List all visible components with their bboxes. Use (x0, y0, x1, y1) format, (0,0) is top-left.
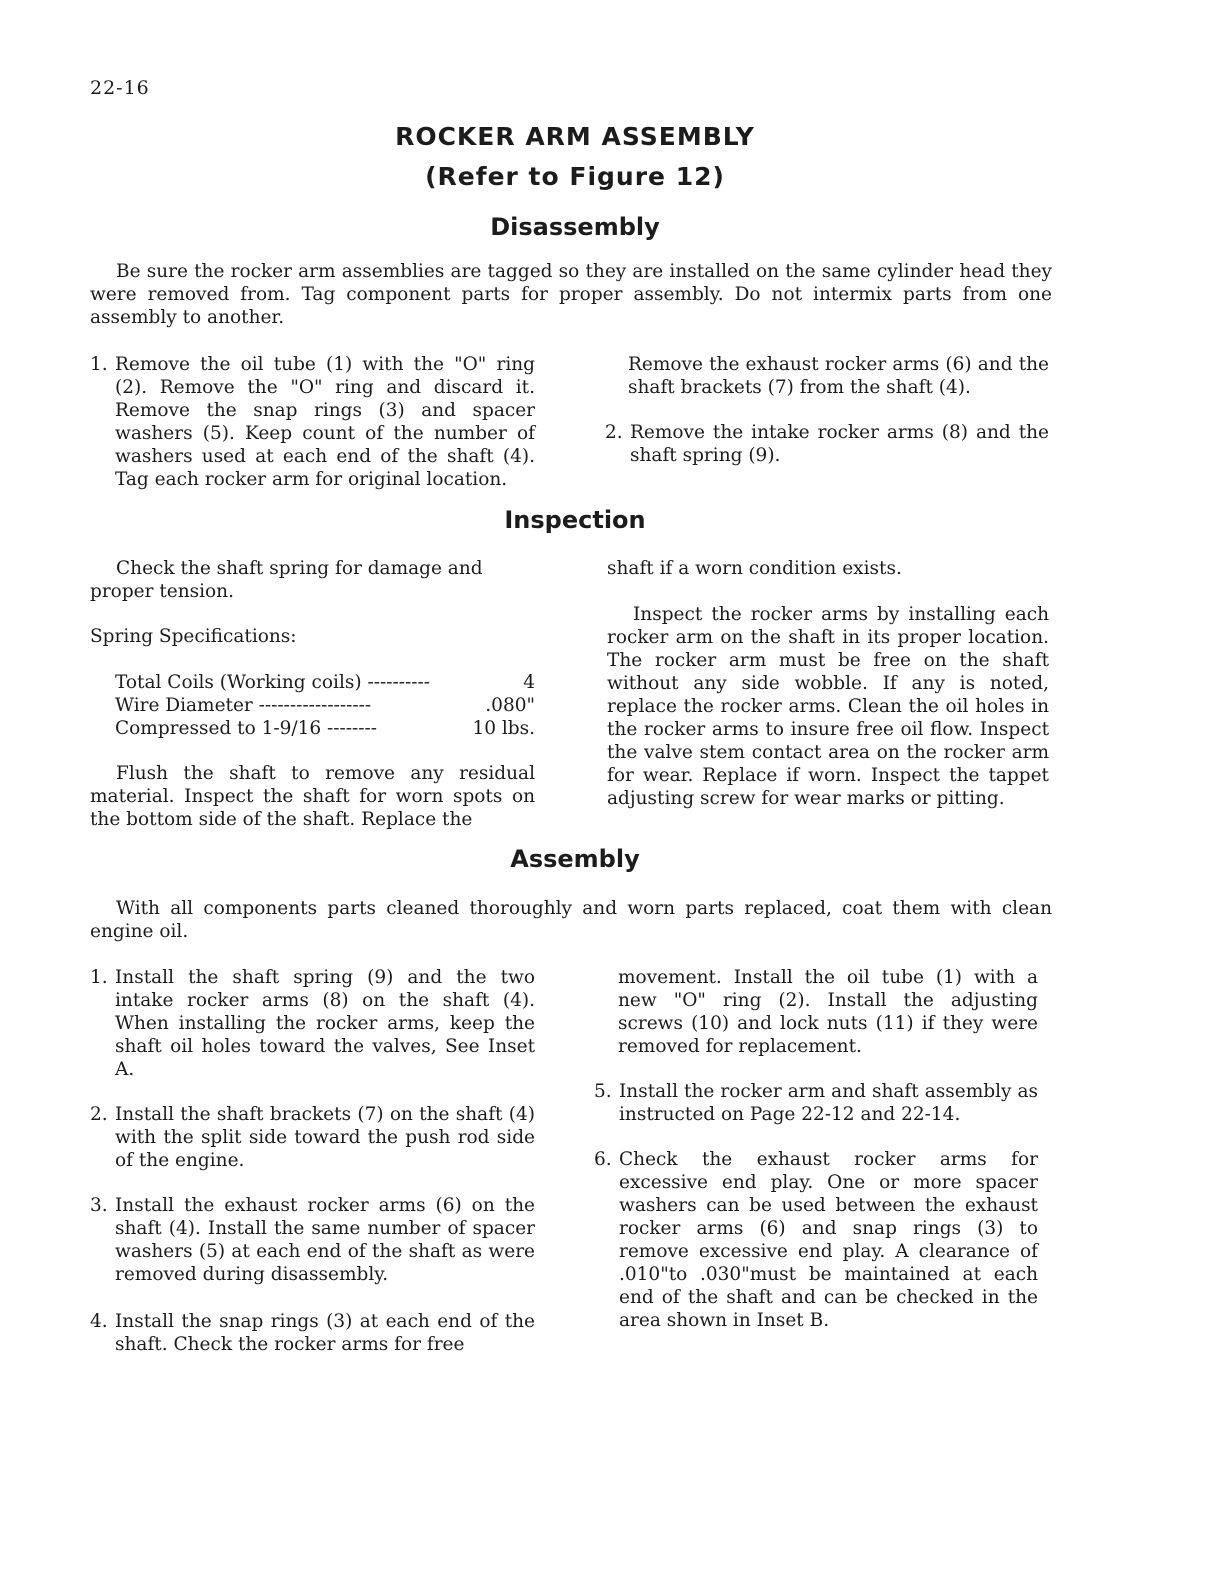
step-number: 2. (605, 422, 623, 443)
assembly-step-6 (594, 1148, 1038, 1332)
step-number: 4. (90, 1311, 108, 1332)
spec-label: Compressed to 1-9/16 -------- (115, 718, 378, 739)
page-number: 22-16 (90, 77, 150, 99)
step-number: 3. (90, 1195, 108, 1216)
disassembly-intro: Be sure the rocker arm assemblies are tagged so they are installed on the same cylinder head they were removed from. Tag component parts for proper assembly. Do not intermix parts from one assembly to another. (90, 261, 1052, 328)
spring-spec-list (115, 671, 535, 740)
spec-value: 4 (523, 672, 535, 693)
disassembly-heading: Disassembly (490, 213, 660, 241)
assembly-step-2 (90, 1103, 535, 1172)
assembly-step-4 (90, 1310, 535, 1356)
step-text: Install the shaft brackets (7) on the shaft (4) with the split side toward the push rod side of the engine. (115, 1104, 535, 1171)
step-number: 5. (594, 1081, 612, 1102)
step-number: 2. (90, 1104, 108, 1125)
inspection-heading: Inspection (504, 506, 646, 534)
inspection-paragraph-2-continued: shaft if a worn condition exists. (607, 558, 902, 579)
inspection-paragraph-1: Check the shaft spring for damage and proper tension. (90, 558, 483, 602)
assembly-step-3 (90, 1194, 535, 1286)
page-subtitle: (Refer to Figure 12) (425, 162, 725, 191)
spec-value: .080" (485, 695, 535, 716)
spec-label: Wire Diameter ------------------ (115, 695, 372, 716)
assembly-step-4-continued: movement. Install the oil tube (1) with a new "O" ring (2). Install the adjusting screws (10) and lock nuts (11) if they were removed for replacement. (618, 967, 1038, 1057)
spec-label: Total Coils (Working coils) ---------- (115, 672, 430, 693)
spec-row (115, 717, 535, 740)
assembly-intro: With all components parts cleaned thoroughly and worn parts replaced, coat them with clean engine oil. (90, 898, 1052, 942)
step-text: Remove the intake rocker arms (8) and the shaft spring (9). (630, 422, 1049, 466)
step-text: Install the shaft spring (9) and the two intake rocker arms (8) on the shaft (4). When installing the rocker arms, keep the shaft oil holes toward the valves, See Inset A. (115, 967, 535, 1080)
inspection-paragraph-2: Flush the shaft to remove any residual material. Inspect the shaft for worn spots on the bottom side of the shaft. Replace the (90, 763, 535, 830)
spec-row (115, 694, 535, 717)
spring-spec-heading: Spring Specifications: (90, 626, 297, 647)
step-text: Install the exhaust rocker arms (6) on the shaft (4). Install the same number of spacer washers (5) at each end of the shaft as were removed during disassembly. (115, 1195, 535, 1285)
spec-value: 10 lbs. (472, 718, 535, 739)
inspection-paragraph-3: Inspect the rocker arms by installing each rocker arm on the shaft in its proper location. The rocker arm must be free on the shaft without any side wobble. If any is noted, replace the rocker arms. Clean the oil holes in the rocker arms to insure free oil flow. Inspect the valve stem contact area on the rocker arm for wear. Replace if worn. Inspect the tappet adjusting screw for wear marks or pitting. (607, 604, 1049, 809)
step-text: Remove the oil tube (1) with the "O" ring (2). Remove the "O" ring and discard it. Remove the snap rings (3) and spacer washers (5). Keep count of the number of washers used at each end of the shaft (4). Tag each rocker arm for original location. (115, 354, 535, 490)
step-number: 6. (594, 1149, 612, 1170)
assembly-step-1 (90, 966, 535, 1081)
disassembly-step-1 (90, 353, 535, 491)
step-number: 1. (90, 967, 108, 988)
spec-row (115, 671, 535, 694)
disassembly-step-1-continued: Remove the exhaust rocker arms (6) and the shaft brackets (7) from the shaft (4). (628, 354, 1049, 398)
step-text: Install the rocker arm and shaft assembly as instructed on Page 22-12 and 22-14. (619, 1081, 1038, 1125)
disassembly-step-2 (605, 421, 1049, 467)
step-text: Check the exhaust rocker arms for excessive end play. One or more spacer washers can be used between the exhaust rocker arms (6) and snap rings (3) to remove excessive end play. A clearance of .010"to .030"must be maintained at each end of the shaft and can be checked in the area shown in Inset B. (619, 1149, 1038, 1331)
step-number: 1. (90, 354, 108, 375)
step-text: Install the snap rings (3) at each end of the shaft. Check the rocker arms for free (115, 1311, 535, 1355)
assembly-step-5 (594, 1080, 1038, 1126)
page-title: ROCKER ARM ASSEMBLY (395, 122, 755, 151)
assembly-heading: Assembly (510, 845, 640, 873)
